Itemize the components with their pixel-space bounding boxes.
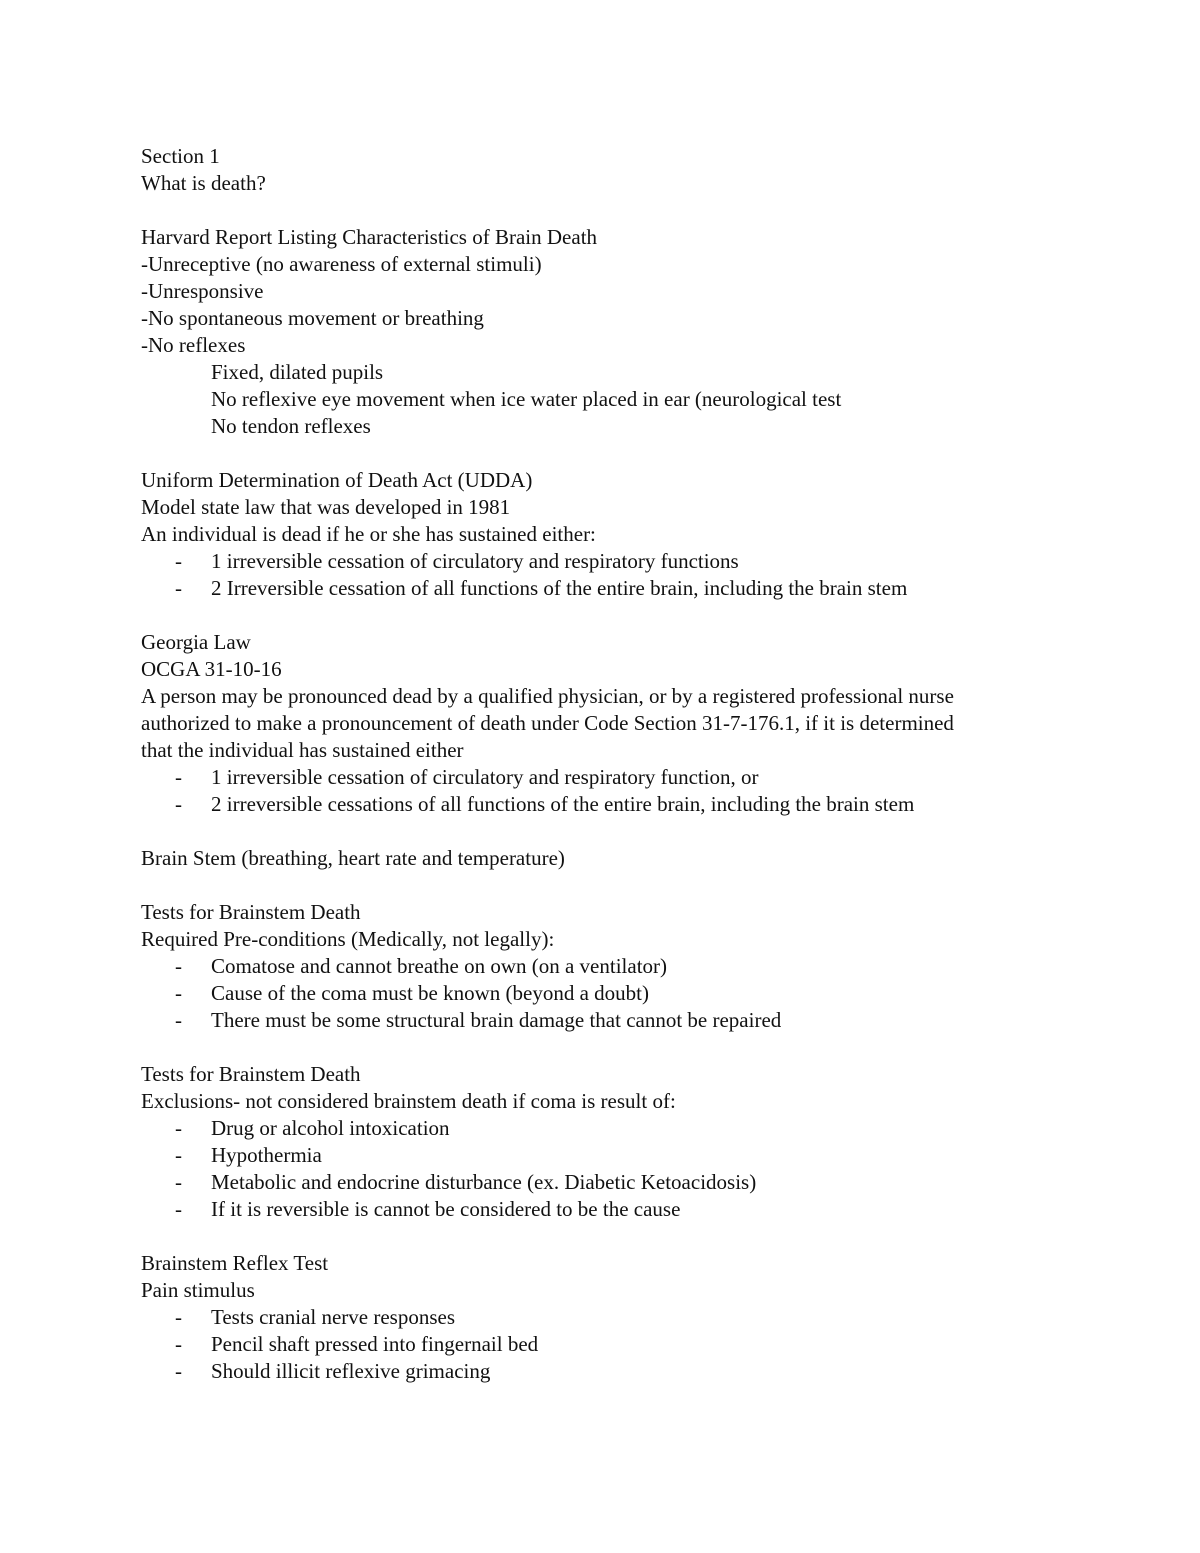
bullet-dash: - <box>175 576 182 600</box>
tests-excl-bullet <box>141 1169 1081 1196</box>
tests-excl-bullet-text: If it is reversible is cannot be considered to be the cause <box>211 1197 681 1221</box>
blank-line <box>141 818 1081 845</box>
georgia-paragraph-line: that the individual has sustained either <box>141 738 464 762</box>
tests-pre-title: Tests for Brainstem Death <box>141 900 361 924</box>
bullet-dash: - <box>175 1197 182 1221</box>
georgia-paragraph-line: A person may be pronounced dead by a qualified physician, or by a registered professional nurse <box>141 684 954 708</box>
harvard-title: Harvard Report Listing Characteristics of Brain Death <box>141 225 598 249</box>
tests-excl-title: Tests for Brainstem Death <box>141 1062 361 1086</box>
reflex-test-title: Brainstem Reflex Test <box>141 1251 329 1275</box>
bullet-dash: - <box>175 1170 182 1194</box>
tests-pre-bullet-text: Comatose and cannot breathe on own (on a ventilator) <box>211 954 668 978</box>
section-question: What is death? <box>141 171 266 195</box>
bullet-dash: - <box>175 549 182 573</box>
tests-excl-bullet <box>141 1142 1081 1169</box>
bullet-dash: - <box>175 1116 182 1140</box>
reflex-test-bullet <box>141 1331 1081 1358</box>
georgia-bullet <box>141 791 1081 818</box>
reflex-test-bullet-text: Tests cranial nerve responses <box>211 1305 456 1329</box>
reflex-test-subtitle: Pain stimulus <box>141 1278 255 1302</box>
bullet-dash: - <box>175 981 182 1005</box>
udda-bullet-text: 2 Irreversible cessation of all functions of the entire brain, including the brain stem <box>211 576 908 600</box>
blank-line <box>141 1034 1081 1061</box>
tests-pre-bullet-text: Cause of the coma must be known (beyond a doubt) <box>211 981 649 1005</box>
brain-stem-line: Brain Stem (breathing, heart rate and temperature) <box>141 846 565 870</box>
harvard-sub-item: Fixed, dilated pupils <box>211 360 384 384</box>
blank-line <box>141 197 1081 224</box>
reflex-test-bullet-text: Should illicit reflexive grimacing <box>211 1359 491 1383</box>
blank-line <box>141 440 1081 467</box>
blank-line <box>141 602 1081 629</box>
harvard-item: -No reflexes <box>141 333 246 357</box>
tests-excl-bullet <box>141 1196 1081 1223</box>
georgia-bullet-text: 1 irreversible cessation of circulatory and respiratory function, or <box>211 765 759 789</box>
bullet-dash: - <box>175 1332 182 1356</box>
georgia-bullet <box>141 764 1081 791</box>
tests-excl-bullet-text: Drug or alcohol intoxication <box>211 1116 450 1140</box>
blank-line <box>141 872 1081 899</box>
tests-pre-bullet <box>141 953 1081 980</box>
document-page <box>141 143 1081 1385</box>
bullet-dash: - <box>175 1008 182 1032</box>
bullet-dash: - <box>175 1359 182 1383</box>
tests-pre-subtitle: Required Pre-conditions (Medically, not legally): <box>141 927 555 951</box>
tests-pre-bullet <box>141 1007 1081 1034</box>
harvard-item: -Unreceptive (no awareness of external stimuli) <box>141 252 542 276</box>
reflex-test-bullet <box>141 1304 1081 1331</box>
georgia-paragraph-line: authorized to make a pronouncement of death under Code Section 31-7-176.1, if it is determined <box>141 711 954 735</box>
bullet-dash: - <box>175 1143 182 1167</box>
reflex-test-bullet <box>141 1358 1081 1385</box>
georgia-bullet-text: 2 irreversible cessations of all functions of the entire brain, including the brain stem <box>211 792 915 816</box>
udda-bullet <box>141 575 1081 602</box>
harvard-item: -Unresponsive <box>141 279 264 303</box>
udda-title: Uniform Determination of Death Act (UDDA) <box>141 468 533 492</box>
bullet-dash: - <box>175 792 182 816</box>
tests-pre-bullet <box>141 980 1081 1007</box>
bullet-dash: - <box>175 1305 182 1329</box>
harvard-item: -No spontaneous movement or breathing <box>141 306 484 330</box>
bullet-dash: - <box>175 765 182 789</box>
tests-excl-bullet <box>141 1115 1081 1142</box>
udda-line: An individual is dead if he or she has sustained either: <box>141 522 596 546</box>
udda-line: Model state law that was developed in 1981 <box>141 495 511 519</box>
harvard-sub-item: No tendon reflexes <box>211 414 371 438</box>
udda-bullet <box>141 548 1081 575</box>
udda-bullet-text: 1 irreversible cessation of circulatory and respiratory functions <box>211 549 739 573</box>
reflex-test-bullet-text: Pencil shaft pressed into fingernail bed <box>211 1332 539 1356</box>
blank-line <box>141 1223 1081 1250</box>
harvard-sub-item: No reflexive eye movement when ice water placed in ear (neurological test <box>211 387 842 411</box>
tests-pre-bullet-text: There must be some structural brain damage that cannot be repaired <box>211 1008 782 1032</box>
georgia-title: Georgia Law <box>141 630 251 654</box>
section-heading: Section 1 <box>141 144 220 168</box>
tests-excl-bullet-text: Metabolic and endocrine disturbance (ex. Diabetic Ketoacidosis) <box>211 1170 757 1194</box>
tests-excl-subtitle: Exclusions- not considered brainstem death if coma is result of: <box>141 1089 676 1113</box>
bullet-dash: - <box>175 954 182 978</box>
georgia-code: OCGA 31-10-16 <box>141 657 282 681</box>
tests-excl-bullet-text: Hypothermia <box>211 1143 322 1167</box>
